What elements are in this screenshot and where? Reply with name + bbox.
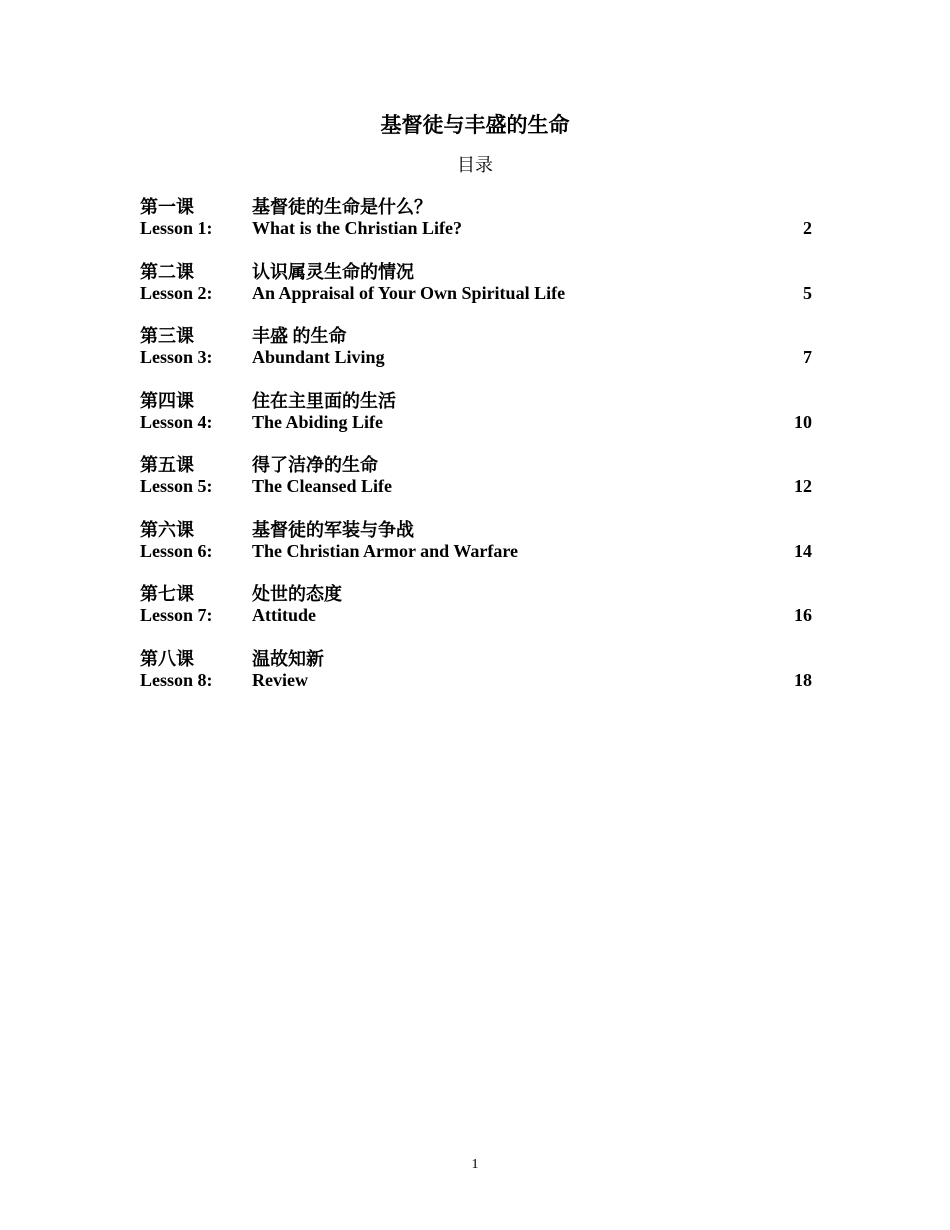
lesson-page-number: 18 bbox=[794, 669, 812, 690]
lesson-number-cn: 第五课 bbox=[140, 455, 194, 475]
lesson-title-cn: 基督徒的军装与争战 bbox=[252, 519, 414, 540]
lesson-title-en: Abundant Living bbox=[252, 347, 385, 367]
lesson-number-cn: 第七课 bbox=[140, 584, 194, 604]
toc-chinese-line bbox=[140, 649, 812, 670]
toc-entry-lesson-4[interactable] bbox=[140, 391, 812, 456]
lesson-title-en: The Abiding Life bbox=[252, 411, 384, 432]
toc-entry-lesson-2[interactable] bbox=[140, 262, 812, 327]
table-of-contents-heading: 目录 bbox=[457, 155, 493, 175]
lesson-number-cn: 第三课 bbox=[140, 326, 194, 346]
toc-english-line bbox=[140, 476, 812, 497]
lesson-number-en: Lesson 7: bbox=[140, 605, 213, 625]
toc-chinese-line bbox=[140, 262, 812, 283]
lesson-page-number: 10 bbox=[794, 411, 812, 432]
lesson-page-number: 5 bbox=[803, 282, 812, 303]
toc-chinese-line bbox=[140, 391, 812, 412]
toc-chinese-line bbox=[140, 520, 812, 541]
lesson-title-en: The Cleansed Life bbox=[252, 476, 393, 496]
lesson-number-en: Lesson 2: bbox=[140, 282, 213, 303]
toc-english-line bbox=[140, 605, 812, 626]
lesson-number-en: Lesson 5: bbox=[140, 476, 213, 496]
toc-english-line bbox=[140, 218, 812, 239]
lesson-number-en: Lesson 6: bbox=[140, 540, 213, 561]
lesson-title-en: Attitude bbox=[252, 605, 316, 625]
lesson-number-en: Lesson 1: bbox=[140, 218, 213, 238]
lesson-title-en: An Appraisal of Your Own Spiritual Life bbox=[252, 282, 566, 303]
page-number: 1 bbox=[471, 1157, 479, 1172]
toc-entry-lesson-1[interactable] bbox=[140, 197, 812, 262]
lesson-title-cn: 处世的态度 bbox=[252, 584, 342, 604]
toc-english-line bbox=[140, 283, 812, 304]
toc-chinese-line bbox=[140, 326, 812, 347]
toc-chinese-line bbox=[140, 197, 812, 218]
toc-entry-lesson-8[interactable] bbox=[140, 649, 812, 714]
toc-english-line bbox=[140, 347, 812, 368]
lesson-page-number: 12 bbox=[794, 476, 812, 496]
toc-english-line bbox=[140, 541, 812, 562]
lesson-page-number: 16 bbox=[794, 605, 812, 625]
lesson-title-cn: 住在主里面的生活 bbox=[252, 390, 396, 411]
toc-english-line bbox=[140, 670, 812, 691]
toc-entry-lesson-3[interactable] bbox=[140, 326, 812, 391]
lesson-number-cn: 第一课 bbox=[140, 197, 194, 217]
lesson-number-en: Lesson 3: bbox=[140, 347, 213, 367]
lesson-title-en: Review bbox=[252, 669, 308, 690]
lesson-number-cn: 第八课 bbox=[140, 648, 194, 669]
toc-entry-lesson-7[interactable] bbox=[140, 584, 812, 649]
lesson-page-number: 14 bbox=[794, 540, 812, 561]
toc-entry-lesson-5[interactable] bbox=[140, 455, 812, 520]
lesson-title-cn: 温故知新 bbox=[252, 648, 324, 669]
lesson-page-number: 7 bbox=[803, 347, 812, 367]
document-title: 基督徒与丰盛的生命 bbox=[380, 113, 570, 137]
lesson-title-cn: 认识属灵生命的情况 bbox=[252, 261, 414, 282]
toc-chinese-line bbox=[140, 455, 812, 476]
lesson-page-number: 2 bbox=[803, 218, 812, 238]
lesson-number-en: Lesson 8: bbox=[140, 669, 213, 690]
lesson-number-cn: 第二课 bbox=[140, 261, 194, 282]
lesson-number-en: Lesson 4: bbox=[140, 411, 213, 432]
table-of-contents bbox=[140, 197, 812, 713]
toc-entry-lesson-6[interactable] bbox=[140, 520, 812, 585]
lesson-title-cn: 丰盛 的生命 bbox=[252, 326, 347, 346]
toc-chinese-line bbox=[140, 584, 812, 605]
lesson-number-cn: 第四课 bbox=[140, 390, 194, 411]
toc-english-line bbox=[140, 412, 812, 433]
lesson-title-en: What is the Christian Life? bbox=[252, 218, 463, 238]
lesson-title-cn: 得了洁净的生命 bbox=[252, 455, 378, 475]
lesson-number-cn: 第六课 bbox=[140, 519, 194, 540]
lesson-title-en: The Christian Armor and Warfare bbox=[252, 540, 519, 561]
lesson-title-cn: 基督徒的生命是什么？ bbox=[252, 197, 432, 217]
